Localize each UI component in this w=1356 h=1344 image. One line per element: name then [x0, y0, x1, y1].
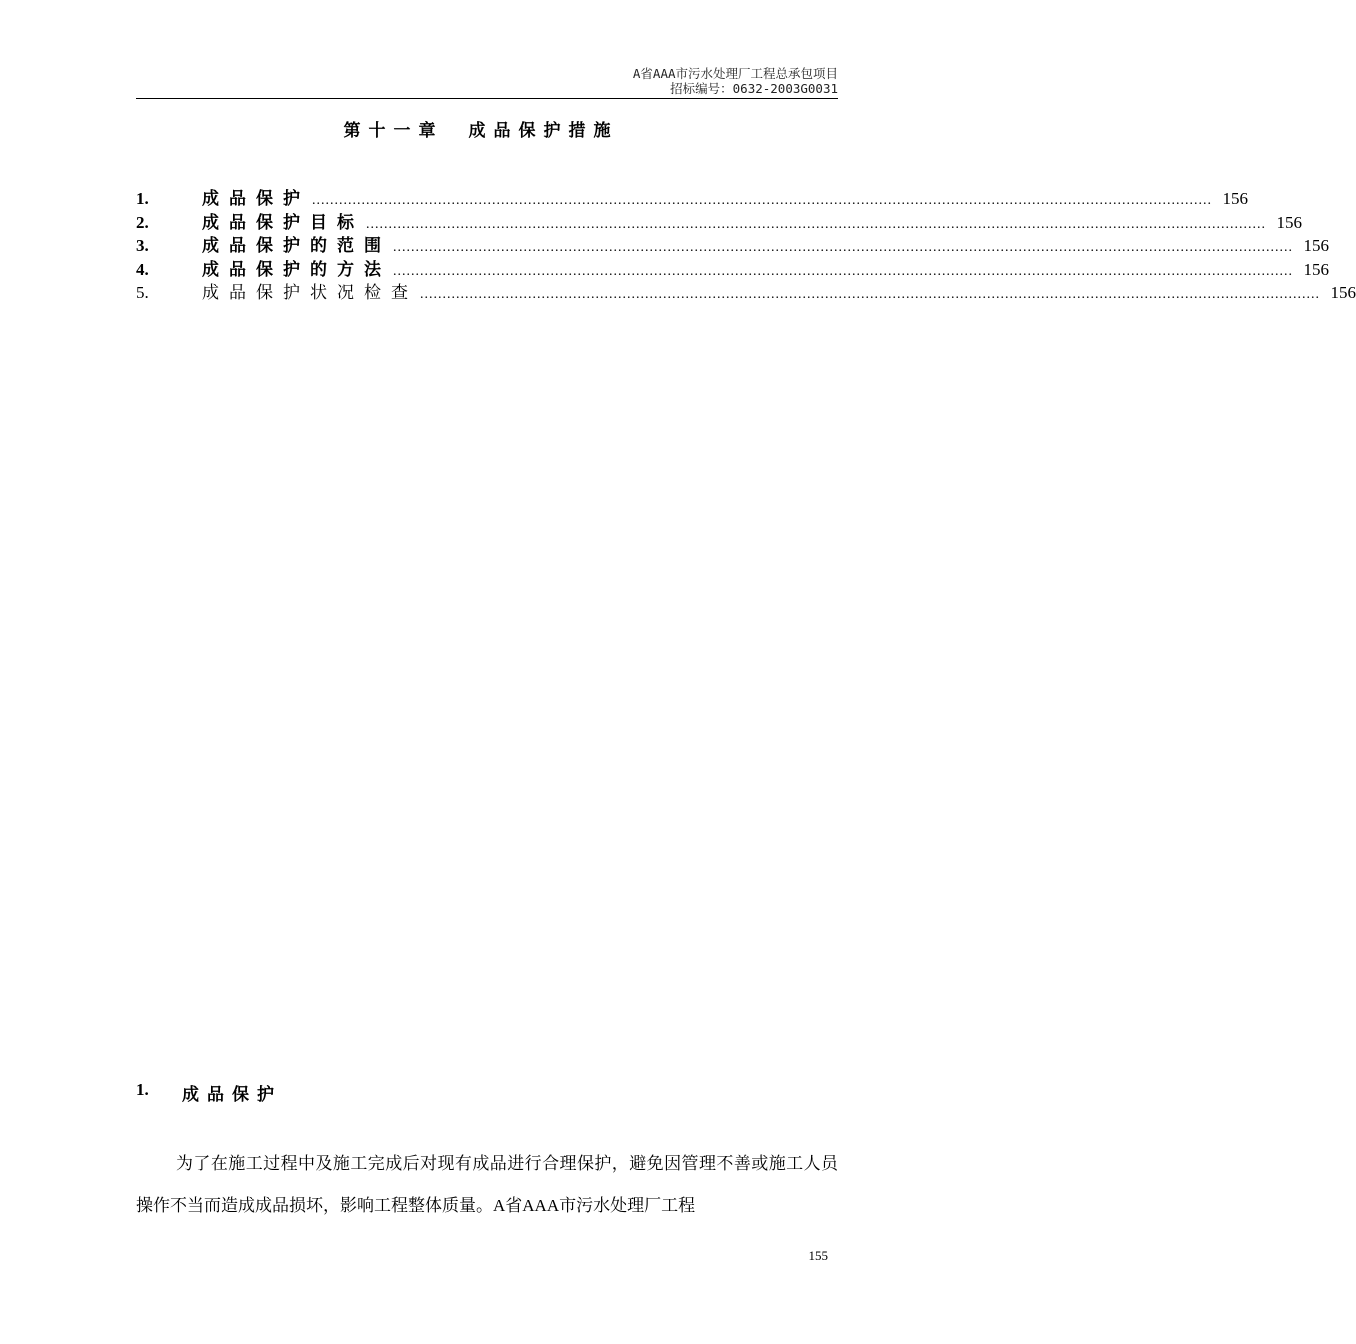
- toc-leader-dots: ........................................................................................................................................................................................................: [312, 193, 1212, 208]
- toc-entry-number: 4.: [136, 259, 149, 279]
- header-project-name: A省AAA市污水处理厂工程总承包项目: [632, 66, 838, 81]
- chapter-title: 第十一章 成品保护措施: [343, 121, 619, 140]
- table-of-contents: [136, 184, 1356, 302]
- toc-entry-title: 成品保护: [202, 189, 310, 208]
- section-number: 1.: [136, 1080, 149, 1099]
- page-number: 155: [808, 1248, 828, 1263]
- toc-entry-page: 156: [1276, 212, 1302, 232]
- page-header: [136, 66, 838, 96]
- toc-entry-title: 成品保护目标: [202, 212, 364, 232]
- section-title: 成品保护: [182, 1085, 282, 1104]
- toc-leader-dots: ........................................................................................................................................................................................................: [420, 287, 1320, 302]
- toc-entry-1[interactable]: [136, 184, 1248, 208]
- toc-entry-page: 156: [1303, 236, 1329, 255]
- toc-entry-title: 成品保护的范围: [202, 236, 391, 255]
- toc-entry-title: 成品保护的方法: [202, 259, 391, 279]
- toc-entry-number: 2.: [136, 212, 149, 232]
- section-heading: [136, 1080, 282, 1105]
- toc-entry-title: 成品保护状况检查: [202, 283, 418, 302]
- section-body-paragraph: 为了在施工过程中及施工完成后对现有成品进行合理保护，避免因管理不善或施工人员操作不当而造成成品损坏，影响工程整体质量。A省AAA市污水处理厂工程: [136, 1154, 838, 1215]
- toc-leader-dots: ........................................................................................................................................................................................................: [366, 216, 1266, 232]
- header-tender-number: 招标编号：0632-2003G0031: [670, 81, 838, 96]
- toc-entry-number: 3.: [136, 236, 149, 255]
- toc-entry-page: 156: [1222, 189, 1248, 208]
- toc-entry-number: 1.: [136, 189, 149, 208]
- toc-entry-3[interactable]: [136, 231, 1329, 255]
- toc-entry-2[interactable]: [136, 208, 1302, 232]
- toc-entry-page: 156: [1330, 283, 1356, 302]
- toc-entry-5[interactable]: [136, 278, 1356, 302]
- toc-entry-4[interactable]: [136, 255, 1329, 279]
- header-divider: [136, 98, 838, 99]
- toc-entry-number: 5.: [136, 283, 149, 302]
- toc-entry-page: 156: [1303, 259, 1329, 279]
- toc-leader-dots: ........................................................................................................................................................................................................: [393, 240, 1293, 255]
- toc-leader-dots: ........................................................................................................................................................................................................: [393, 263, 1293, 279]
